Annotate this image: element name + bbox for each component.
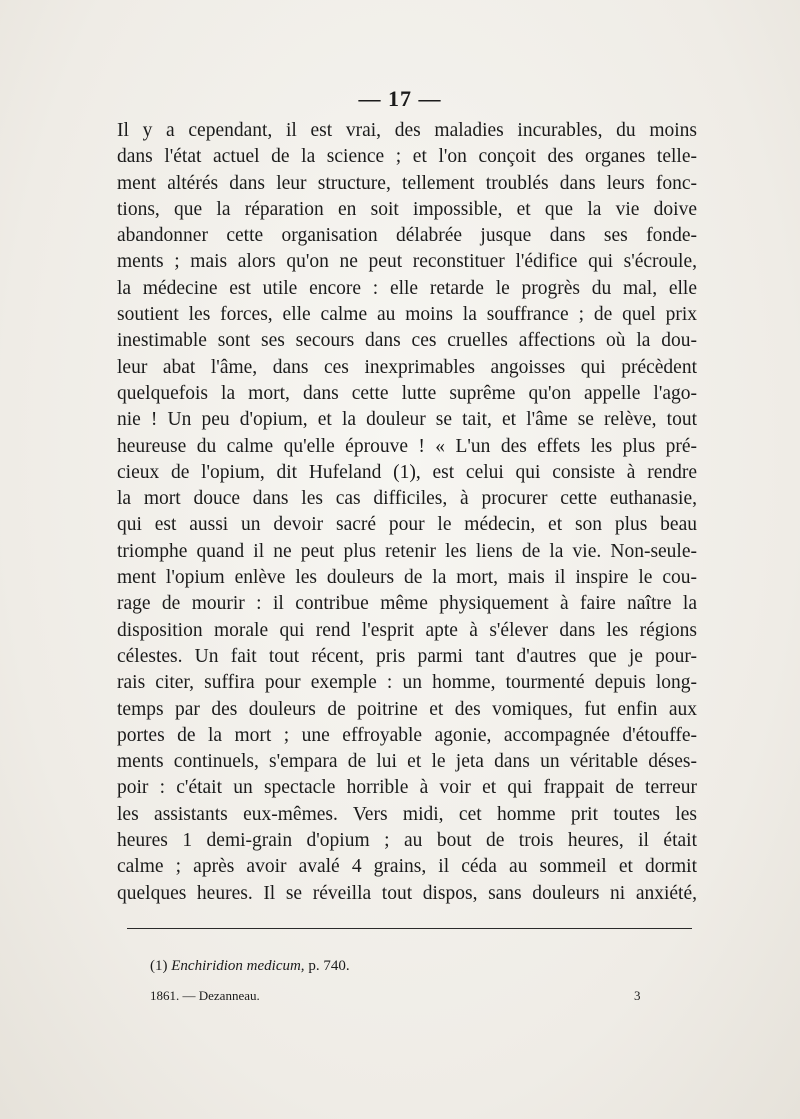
text-line: calme ; après avoir avalé 4 grains, il céda au sommeil et dormit <box>117 856 697 878</box>
text-line: portes de la mort ; une effroyable agonie, accompagnée d'étouffe- <box>117 724 697 746</box>
text-line: les assistants eux-mêmes. Vers midi, cet homme prit toutes les <box>117 803 697 825</box>
text-line: ments continuels, s'empara de lui et le jeta dans un véritable déses- <box>117 751 697 773</box>
text-line: ment altérés dans leur structure, tellement troublés dans leurs fonc- <box>117 172 697 194</box>
text-line: abandonner cette organisation délabrée jusque dans ses fonde- <box>117 225 697 247</box>
body-paragraph <box>117 118 697 907</box>
text-line: heureuse du calme qu'elle éprouve ! « L'un des effets les plus pré- <box>117 435 697 457</box>
text-line: ments ; mais alors qu'on ne peut reconstituer l'édifice qui s'écroule, <box>117 251 697 273</box>
text-line: poir : c'était un spectacle horrible à voir et qui frappait de terreur <box>117 777 697 799</box>
text-line: temps par des douleurs de poitrine et des vomiques, fut enfin aux <box>117 698 697 720</box>
text-line: triomphe quand il ne peut plus retenir les liens de la vie. Non-seule- <box>117 540 697 562</box>
text-line: quelquefois la mort, dans cette lutte suprême qu'on appelle l'ago- <box>117 382 697 404</box>
printer-line: 1861. — Dezanneau. <box>150 988 260 1003</box>
text-line: quelques heures. Il se réveilla tout dispos, sans douleurs ni anxiété, <box>117 882 697 904</box>
text-line: rais citer, suffira pour exemple : un homme, tourmenté depuis long- <box>117 672 697 694</box>
footnote <box>150 958 350 975</box>
text-line: inestimable sont ses secours dans ces cruelles affections où la dou- <box>117 330 697 352</box>
text-line: rage de mourir : il contribue même physiquement à faire naître la <box>117 593 697 615</box>
text-line: leur abat l'âme, dans ces inexprimables angoisses qui précèdent <box>117 356 697 378</box>
text-line: dans l'état actuel de la science ; et l'on conçoit des organes telle- <box>117 146 697 168</box>
text-line: heures 1 demi-grain d'opium ; au bout de trois heures, il était <box>117 830 697 852</box>
text-line: nie ! Un peu d'opium, et la douleur se tait, et l'âme se relève, tout <box>117 409 697 431</box>
footnote-rule <box>127 928 692 929</box>
signature-mark: 3 <box>634 988 641 1003</box>
text-line: disposition morale qui rend l'esprit apte à s'élever dans les régions <box>117 619 697 641</box>
page-number: — 17 — <box>358 86 442 111</box>
text-line: célestes. Un fait tout récent, pris parmi tant d'autres que je pour- <box>117 645 697 667</box>
text-line: la mort douce dans les cas difficiles, à procurer cette euthanasie, <box>117 488 697 510</box>
text-line: cieux de l'opium, dit Hufeland (1), est celui qui consiste à rendre <box>117 461 697 483</box>
text-line: tions, que la réparation en soit impossible, et que la vie doive <box>117 198 697 220</box>
text-line: qui est aussi un devoir sacré pour le médecin, et son plus beau <box>117 514 697 536</box>
text-line: la médecine est utile encore : elle retarde le progrès du mal, elle <box>117 277 697 299</box>
footnote-title: Enchiridion medicum, <box>171 958 305 974</box>
footnote-ref: p. 740. <box>308 958 350 974</box>
footnote-marker: (1) <box>150 958 168 974</box>
text-line: Il y a cependant, il est vrai, des maladies incurables, du moins <box>117 120 697 141</box>
text-line: soutient les forces, elle calme au moins la souffrance ; de quel prix <box>117 304 697 326</box>
text-line: ment l'opium enlève les douleurs de la mort, mais il inspire le cou- <box>117 567 697 589</box>
